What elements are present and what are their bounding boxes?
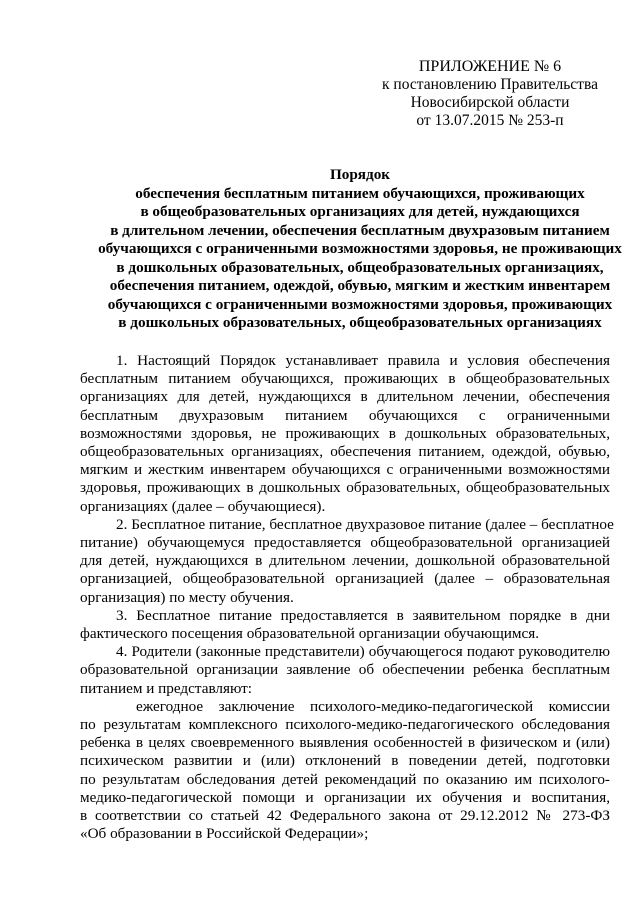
paragraph-line: медико-педагогической помощи и организации их обучения и воспитания, xyxy=(80,788,610,806)
title-line: Порядок xyxy=(329,166,391,183)
paragraph-line: здоровья, проживающих в дошкольных образовательных, общеобразовательных xyxy=(80,479,610,497)
paragraph-3 xyxy=(80,607,610,643)
paragraph-line: 1. Настоящий Порядок устанавливает правила и условия обеспечения xyxy=(116,352,610,369)
paragraph-line: для детей, нуждающихся в длительном лечении, дошкольной образовательной xyxy=(80,552,610,570)
paragraph-line: «Об образовании в Российской Федерации»; xyxy=(80,825,369,843)
paragraph-5 xyxy=(80,698,610,844)
paragraph-line: бесплатным двухразовым питанием обучающихся с ограниченными xyxy=(80,406,610,424)
paragraph-line: организациях для детей, нуждающихся в длительном лечении, обеспечения xyxy=(80,388,610,406)
title-line: в дошкольных образовательных, общеобразовательных организациях, xyxy=(116,258,604,276)
title-line: обеспечения бесплатным питанием обучающихся, проживающих xyxy=(135,184,585,202)
appendix-title: ПРИЛОЖЕНИЕ № 6 xyxy=(418,58,562,75)
title-line: в общеобразовательных организациях для детей, нуждающихся xyxy=(140,203,580,220)
paragraph-line: возможностями здоровья, не проживающих в дошкольных образовательных, xyxy=(80,424,610,442)
paragraph-line: питанием и представляют: xyxy=(80,679,252,697)
paragraph-line: по результатам комплексного психолого-медико-педагогического обследования xyxy=(80,716,610,734)
appendix-header xyxy=(380,58,600,130)
paragraph-line: 4. Родители (законные представители) обучающегося подают руководителю xyxy=(116,643,610,661)
paragraph-line: по результатам обследования детей рекомендаций по оказанию им психолого- xyxy=(80,770,610,788)
paragraph-line: организациях (далее – обучающиеся). xyxy=(80,497,326,515)
document-body xyxy=(80,352,614,843)
paragraph-line: ежегодное заключение психолого-медико-педагогической комиссии xyxy=(136,697,610,715)
paragraph-4 xyxy=(80,643,610,698)
paragraph-line: общеобразовательных организациях, обеспечения питанием, одеждой, обувью, xyxy=(80,443,610,461)
paragraph-line: 3. Бесплатное питание предоставляется в заявительном порядке в дни xyxy=(116,606,610,624)
title-line: в дошкольных образовательных, общеобразовательных организациях xyxy=(118,314,602,331)
appendix-line-2: Новосибирской области xyxy=(410,94,570,111)
paragraph-line: в соответствии со статьей 42 Федерального закона от 29.12.2012 № 273-ФЗ xyxy=(80,807,610,825)
paragraph-line: психическом развитии и (или) отклонений в поведении детей, подготовки xyxy=(80,752,610,770)
paragraph-line: организация) по месту обучения. xyxy=(80,588,294,606)
title-line: обеспечения питанием, одеждой, обувью, мягким и жестким инвентарем xyxy=(109,277,611,294)
paragraph-line: организацией, общеобразовательной организацией (далее – образовательная xyxy=(80,570,610,588)
paragraph-line: питание) обучающемуся предоставляется общеобразовательной организацией xyxy=(80,534,610,552)
title-line: обучающихся с ограниченными возможностями здоровья, не проживающих xyxy=(98,240,622,257)
appendix-line-1: к постановлению Правительства xyxy=(382,76,598,93)
appendix-line-3: от 13.07.2015 № 253-п xyxy=(416,112,564,129)
title-line: обучающихся с ограниченными возможностями здоровья, проживающих xyxy=(107,295,613,313)
paragraph-line: ребенка в целях своевременного выявления особенностей в физическом и (или) xyxy=(80,734,610,752)
paragraph-line: бесплатным питанием обучающихся, проживающих в общеобразовательных xyxy=(80,370,610,388)
paragraph-1 xyxy=(80,352,610,516)
title-line: в длительном лечении, обеспечения бесплатным двухразовым питанием xyxy=(110,221,610,239)
document-title xyxy=(60,166,640,333)
paragraph-line: 2. Бесплатное питание, бесплатное двухразовое питание (далее – бесплатное xyxy=(116,515,614,533)
paragraph-line: фактического посещения образовательной организации обучающимся. xyxy=(80,625,540,643)
paragraph-line: образовательной организации заявление об обеспечении ребенка бесплатным xyxy=(80,661,610,679)
paragraph-line: мягким и жестким инвентарем обучающихся с ограниченными возможностями xyxy=(80,461,610,479)
paragraph-2 xyxy=(80,515,614,607)
